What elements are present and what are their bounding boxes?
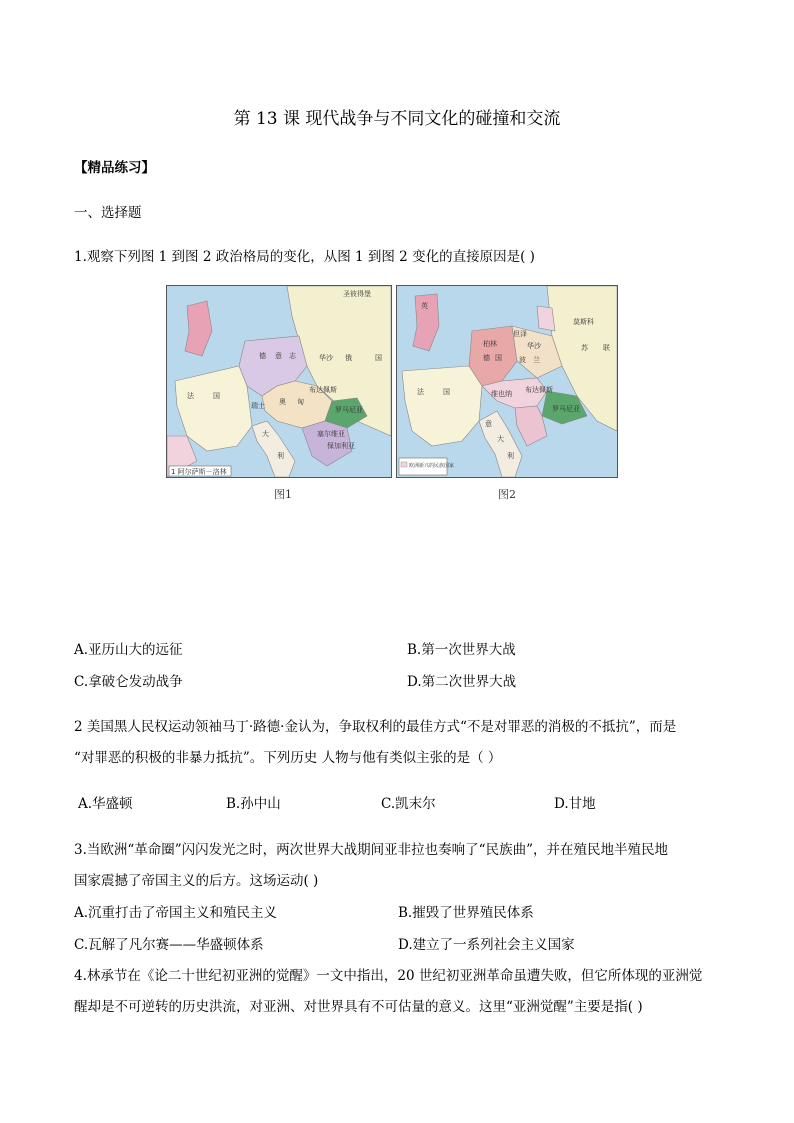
- map1-label: 意: [275, 352, 282, 360]
- map2-label: 德: [483, 354, 490, 362]
- map1-label: 匈: [297, 398, 304, 406]
- map2-label: 罗马尼亚: [552, 405, 580, 413]
- map2-label: 莫斯科: [573, 318, 594, 326]
- map2-label: 大: [497, 435, 504, 443]
- q1-option-a: A.亚历山大的远征: [74, 642, 183, 658]
- map1-label: 俄: [345, 354, 352, 362]
- map-1-graphic: [167, 286, 391, 477]
- map1-label: 大: [262, 430, 269, 438]
- map1-label: 德: [259, 352, 266, 360]
- q2-option-d: D.甘地: [554, 796, 596, 812]
- q3-stem-line1: 3.当欧洲“革命圈”闪闪发光之时，两次世界大战期间亚非拉也奏响了“民族曲”，并在殖民地半殖民地: [74, 842, 668, 858]
- q1-stem: 1.观察下列图 1 到图 2 政治格局的变化，从图 1 到图 2 变化的直接原因是( ): [74, 249, 535, 265]
- map2-label: 苏: [581, 344, 588, 352]
- q1-option-d: D.第二次世界大战: [407, 674, 517, 690]
- map2-label: 波: [519, 356, 526, 364]
- map1-label: 华沙: [319, 354, 333, 362]
- map1-label: 国: [213, 392, 220, 400]
- q3-option-a: A.沉重打击了帝国主义和殖民主义: [74, 905, 278, 921]
- map1-label: 奥: [279, 398, 286, 406]
- map-1-caption: 图1: [274, 488, 292, 501]
- map1-label: 瑞士: [251, 402, 265, 410]
- map-2-caption: 图2: [498, 488, 516, 501]
- part-heading: 一、选择题: [74, 205, 142, 221]
- page-title: 第 13 课 现代战争与不同文化的碰撞和交流: [233, 109, 561, 129]
- map2-legend: 欧洲新兴的民族国家: [409, 463, 455, 469]
- q4-stem-line1: 4.林承节在《论二十世纪初亚洲的觉醒》一文中指出，20 世纪初亚洲革命虽遭失败，但它所体现的亚洲觉: [74, 968, 703, 984]
- map1-label: 布达佩斯: [309, 386, 337, 394]
- q3-option-c: C.瓦解了凡尔赛——华盛顿体系: [74, 937, 264, 953]
- map2-label: 柏林: [483, 340, 497, 348]
- q4-stem-line2: 醒却是不可逆转的历史洪流，对亚洲、对世界具有不可估量的意义。这里“亚洲觉醒”主要是指( ): [74, 999, 643, 1015]
- map2-label: 意: [485, 420, 492, 428]
- q3-stem-line2: 国家震撼了帝国主义的后方。这场运动( ): [74, 873, 319, 889]
- section-heading: 【精品练习】: [74, 160, 155, 176]
- q1-option-c: C.拿破仑发动战争: [74, 674, 183, 690]
- map1-legend: 1 阿尔萨斯－洛林: [171, 468, 227, 476]
- map1-label: 利: [277, 452, 284, 460]
- q2-option-a: A.华盛顿: [78, 796, 133, 812]
- map2-label: 布达佩斯: [525, 386, 553, 394]
- map-2-graphic: [397, 286, 617, 477]
- map2-label: 维也纳: [491, 390, 512, 398]
- map2-label: 法: [417, 388, 424, 396]
- map1-label: 法: [187, 392, 194, 400]
- map1-label: 志: [289, 352, 296, 360]
- map2-label: 华沙: [527, 342, 541, 350]
- map2-label: 利: [507, 452, 514, 460]
- map-figure-2: [396, 285, 618, 478]
- map2-label: 兰: [533, 356, 540, 364]
- q2-stem-line2: “对罪恶的积极的非暴力抵抗”。下列历史 人物与他有类似主张的是（ ）: [74, 750, 502, 766]
- map1-label: 国: [375, 354, 382, 362]
- map2-label: 但泽: [513, 330, 527, 338]
- map2-label: 国: [443, 388, 450, 396]
- map1-label: 保加利亚: [327, 442, 355, 450]
- q2-option-b: B.孙中山: [226, 796, 281, 812]
- q2-stem-line1: 2 美国黑人民权运动领袖马丁·路德·金认为，争取权利的最佳方式“不是对罪恶的消极的不抵抗”，而是: [74, 719, 677, 735]
- q3-option-b: B.摧毁了世界殖民体系: [398, 905, 534, 921]
- map1-label: 罗马尼亚: [335, 406, 363, 414]
- map-figure-1: [166, 285, 392, 478]
- map2-label: 英: [421, 302, 428, 310]
- q2-option-c: C.凯末尔: [381, 796, 436, 812]
- map2-label: 国: [495, 354, 502, 362]
- map1-label: 塞尔维亚: [317, 430, 345, 438]
- map1-label: 圣彼得堡: [343, 290, 371, 298]
- map2-label: 联: [603, 344, 610, 352]
- q3-option-d: D.建立了一系列社会主义国家: [398, 937, 575, 953]
- q1-option-b: B.第一次世界大战: [407, 642, 516, 658]
